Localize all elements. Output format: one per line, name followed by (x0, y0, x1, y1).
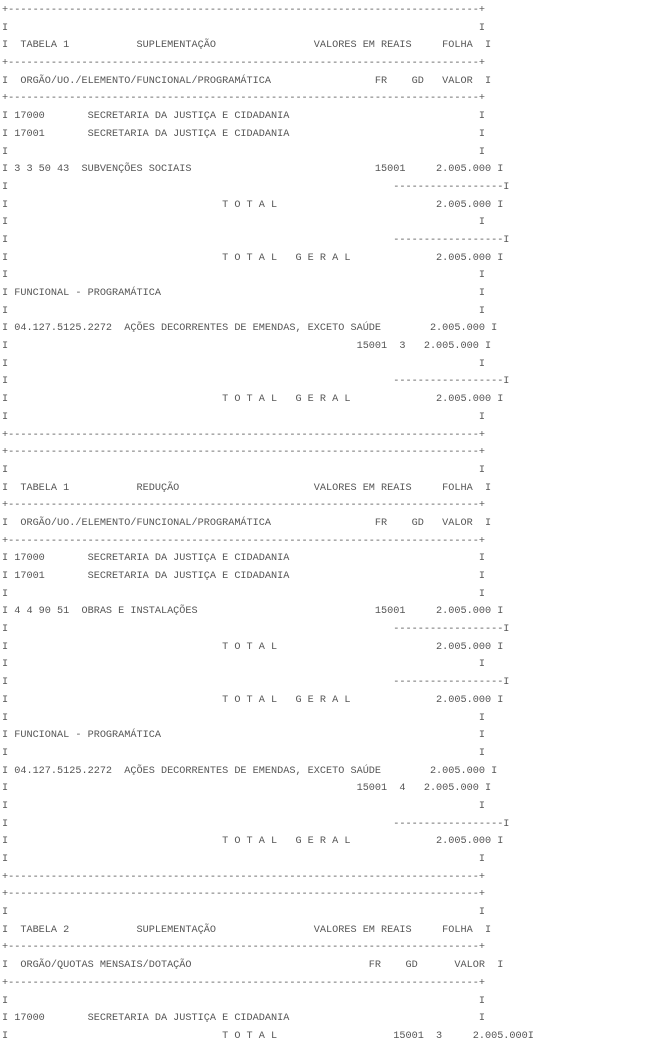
report-line: I 15001 3 2.005.000 I (2, 341, 492, 353)
report-line: I T O T A L G E R A L 2.005.000 I (2, 252, 504, 264)
report-line: I 17001 SECRETARIA DA JUSTIÇA E CIDADANIA I (2, 128, 485, 140)
report-line: I ------------------I (2, 234, 510, 246)
report-line: I ------------------I (2, 376, 510, 388)
report-line: I T O T A L G E R A L 2.005.000 I (2, 394, 504, 406)
report-line: +-----------------------------------------------------------------------------+ (2, 535, 485, 547)
report-line: +-----------------------------------------------------------------------------+ (2, 5, 485, 16)
report-line: +-----------------------------------------------------------------------------+ (2, 58, 485, 70)
report-line: I TABELA 1 REDUÇÃO VALORES EM REAIS FOLHA I (2, 482, 492, 494)
report-line: +-----------------------------------------------------------------------------+ (2, 429, 485, 441)
report-line: I 15001 4 2.005.000 I (2, 783, 492, 795)
report-line: I ORGÃO/QUOTAS MENSAIS/DOTAÇÃO FR GD VALOR I (2, 960, 504, 972)
report-line: I I (2, 712, 485, 724)
report-line: I ORGÃO/UO./ELEMENTO/FUNCIONAL/PROGRAMÁTICA FR GD VALOR I (2, 517, 492, 529)
report-line: I 17000 SECRETARIA DA JUSTIÇA E CIDADANIA I (2, 1013, 485, 1025)
report-line: +-----------------------------------------------------------------------------+ (2, 942, 485, 954)
report-line: I I (2, 305, 485, 317)
budget-report-printout (2, 2, 534, 1046)
report-line: I ORGÃO/UO./ELEMENTO/FUNCIONAL/PROGRAMÁTICA FR GD VALOR I (2, 75, 492, 87)
report-line: I ------------------I (2, 624, 510, 636)
report-line: I I (2, 747, 485, 759)
report-line: I 04.127.5125.2272 AÇÕES DECORRENTES DE EMENDAS, EXCETO SAÚDE 2.005.000 I (2, 765, 498, 777)
report-line: I T O T A L G E R A L 2.005.000 I (2, 836, 504, 848)
report-line: I 3 3 50 43 SUBVENÇÕES SOCIAIS 15001 2.005.000 I (2, 164, 504, 176)
report-line: I I (2, 464, 485, 476)
report-line: I I (2, 411, 485, 423)
report-line: I I (2, 146, 485, 158)
report-line: I I (2, 217, 485, 229)
report-line: I I (2, 358, 485, 370)
report-line: I FUNCIONAL - PROGRAMÁTICA I (2, 730, 485, 742)
report-line: I TABELA 2 SUPLEMENTAÇÃO VALORES EM REAIS FOLHA I (2, 924, 492, 936)
report-line: I I (2, 22, 485, 34)
report-line: I T O T A L 15001 3 2.005.000I (2, 1030, 534, 1042)
report-line: I T O T A L G E R A L 2.005.000 I (2, 694, 504, 706)
report-line: I ------------------I (2, 181, 510, 193)
report-line: +-----------------------------------------------------------------------------+ (2, 447, 485, 459)
report-line: I I (2, 659, 485, 671)
report-line: I I (2, 995, 485, 1007)
report-line: I I (2, 854, 485, 865)
report-line: +-----------------------------------------------------------------------------+ (2, 871, 485, 883)
report-line: I T O T A L 2.005.000 I (2, 641, 504, 653)
report-line: I 4 4 90 51 OBRAS E INSTALAÇÕES 15001 2.005.000 I (2, 606, 504, 618)
report-line: I T O T A L 2.005.000 I (2, 199, 504, 211)
report-line: I TABELA 1 SUPLEMENTAÇÃO VALORES EM REAIS FOLHA I (2, 40, 492, 52)
report-line: I ------------------I (2, 818, 510, 830)
report-line: I 17000 SECRETARIA DA JUSTIÇA E CIDADANIA I (2, 111, 485, 123)
report-line: I FUNCIONAL - PROGRAMÁTICA I (2, 288, 485, 299)
report-line: +-----------------------------------------------------------------------------+ (2, 500, 485, 512)
report-line: +-----------------------------------------------------------------------------+ (2, 889, 485, 901)
report-line: I I (2, 270, 485, 282)
report-line: I ------------------I (2, 677, 510, 689)
report-line: +-----------------------------------------------------------------------------+ (2, 93, 485, 105)
report-line: +-----------------------------------------------------------------------------+ (2, 977, 485, 989)
report-line: I 17000 SECRETARIA DA JUSTIÇA E CIDADANIA I (2, 553, 485, 565)
report-line: I 04.127.5125.2272 AÇÕES DECORRENTES DE EMENDAS, EXCETO SAÚDE 2.005.000 I (2, 323, 498, 335)
report-line: I 17001 SECRETARIA DA JUSTIÇA E CIDADANIA I (2, 571, 485, 582)
report-line: I I (2, 800, 485, 812)
report-line: I I (2, 907, 485, 919)
report-line: I I (2, 588, 485, 600)
